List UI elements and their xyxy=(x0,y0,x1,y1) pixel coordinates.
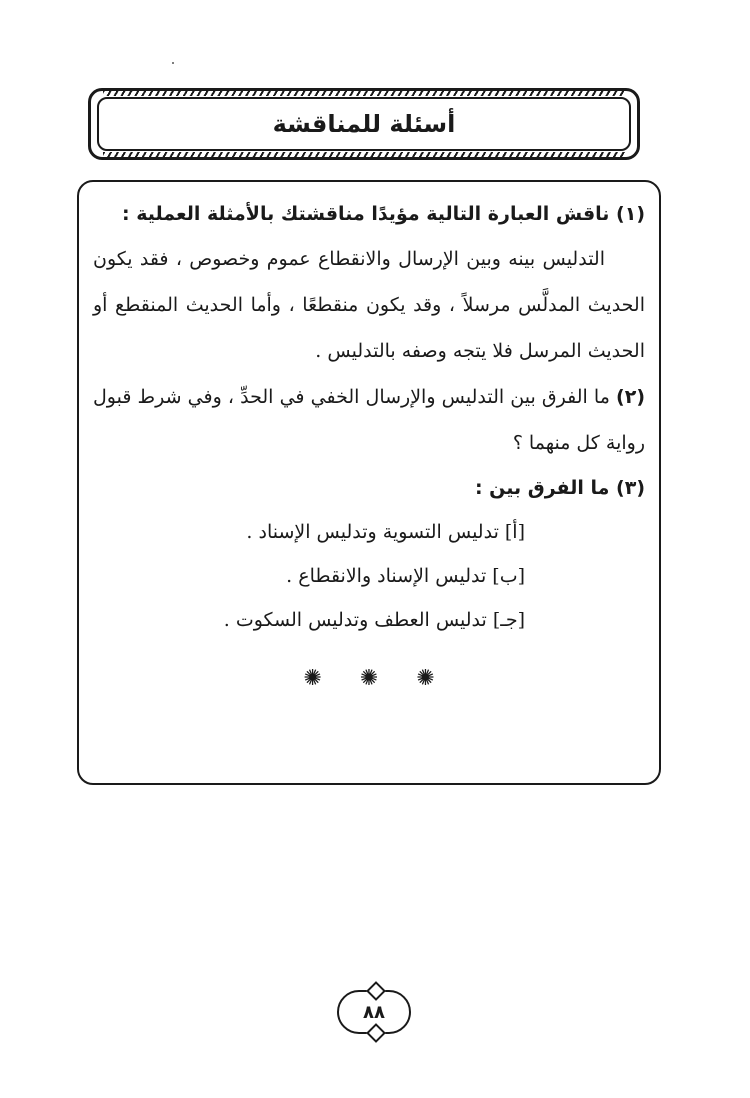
question-3-heading: (٣) ما الفرق بين : xyxy=(474,477,645,499)
question-2 xyxy=(93,374,645,466)
question-3-list xyxy=(93,510,645,642)
question-3-item-b: [ب] تدليس الإسناد والانقطاع . xyxy=(286,565,525,587)
title-frame xyxy=(88,88,640,160)
flower-ornament-icon: ✺ xyxy=(359,666,379,691)
speck xyxy=(172,62,174,64)
page-number: ٨٨ xyxy=(363,1001,385,1023)
question-1-heading: (١) ناقش العبارة التالية مؤيدًا مناقشتك بالأمثلة العملية : xyxy=(122,203,645,225)
question-1-paragraph: التدليس بينه وبين الإرسال والانقطاع عموم وخصوص ، فقد يكون الحديث المدلَّس مرسلاً ، وقد يكون منقطعًا ، وأما الحديث المنقطع أو الحديث المرسل فلا يتجه وصفه بالتدليس . xyxy=(93,248,645,362)
ornament-row xyxy=(93,668,645,690)
questions-box xyxy=(77,180,661,785)
question-2-text: ما الفرق بين التدليس والإرسال الخفي في الحدِّ ، وفي شرط قبول رواية كل منهما ؟ xyxy=(93,386,645,454)
question-3-item-a: [أ] تدليس التسوية وتدليس الإسناد . xyxy=(246,521,525,543)
flower-ornament-icon: ✺ xyxy=(416,666,435,691)
question-2-number: (٢) xyxy=(616,386,646,408)
page-title: أسئلة للمناقشة xyxy=(263,110,466,138)
title-frame-hatch-bottom xyxy=(103,152,625,158)
title-frame-hatch-top xyxy=(103,90,625,96)
flower-ornament-icon: ✺ xyxy=(303,666,322,691)
title-frame-inner xyxy=(97,97,631,151)
question-3-item-c: [جـ] تدليس العطف وتدليس السكوت . xyxy=(223,609,525,631)
page-number-ornament xyxy=(337,990,411,1034)
